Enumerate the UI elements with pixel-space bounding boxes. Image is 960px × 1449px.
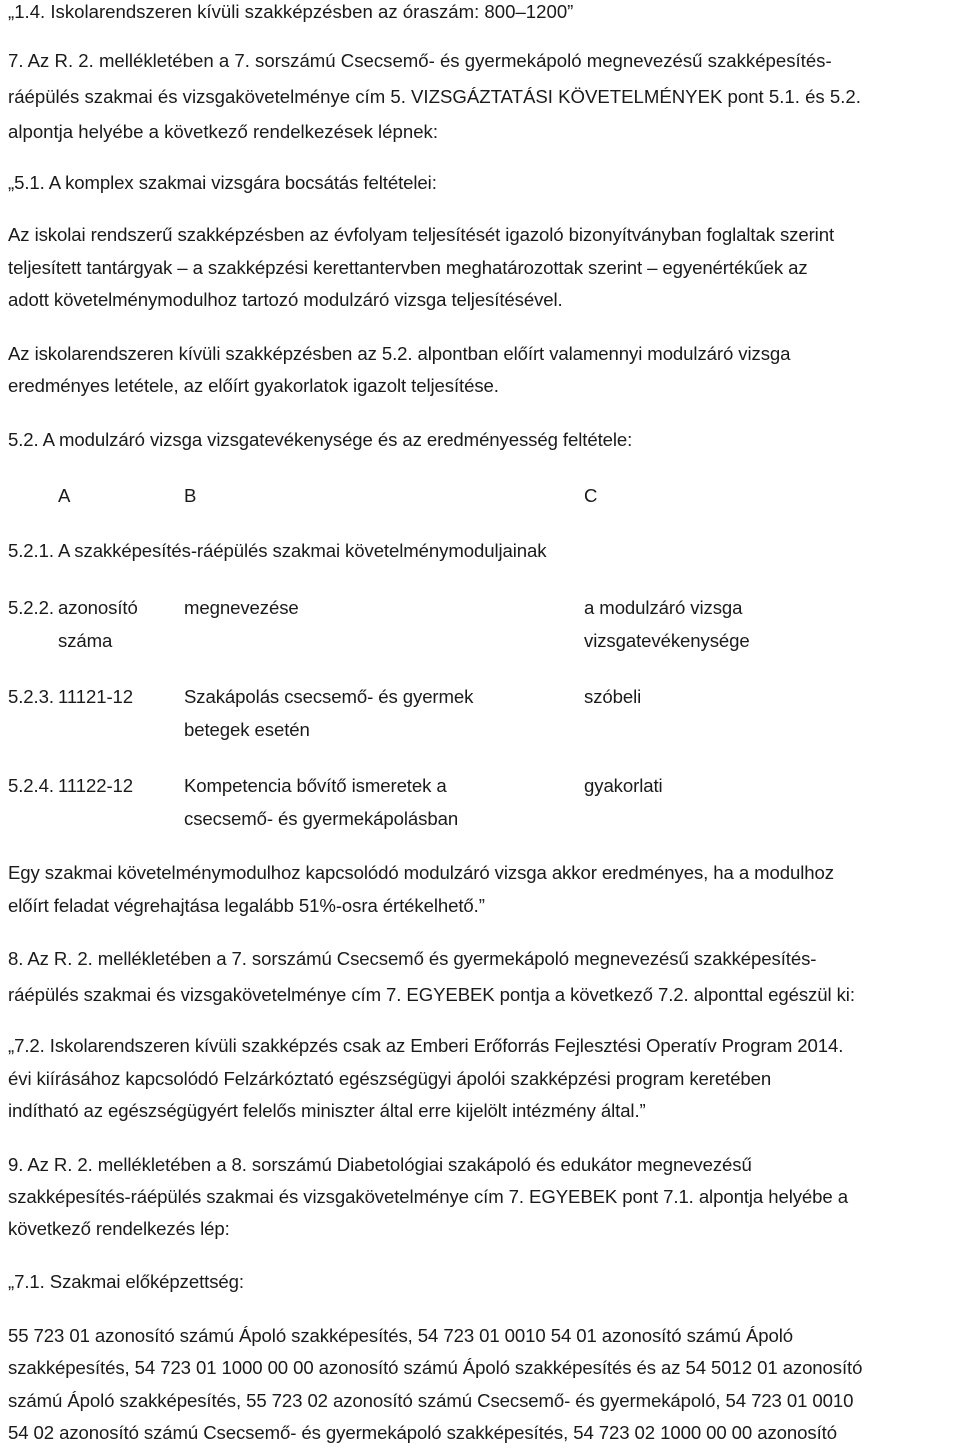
prerequisites-line-2: szakképesítés, 54 723 01 1000 00 00 azonosító számú Ápoló szakképesítés és az 54 5012 01 azonosító bbox=[8, 1357, 863, 1378]
amendment-9-line-3: következő rendelkezés lép: bbox=[8, 1218, 230, 1239]
prerequisites-line-3: számú Ápoló szakképesítés, 55 723 02 azonosító számú Csecsemő- és gyermekápoló, 54 723 01 0010 bbox=[8, 1390, 854, 1411]
table-row-5-2-2-a-line-1: azonosító bbox=[58, 597, 138, 618]
table-row-5-2-4-number: 5.2.4. bbox=[8, 775, 54, 796]
table-row-5-2-4-c: gyakorlati bbox=[584, 775, 663, 796]
non-school-line-1: Az iskolarendszeren kívüli szakképzésben az 5.2. alpontban előírt valamennyi modulzáró vizsga bbox=[8, 343, 791, 364]
prerequisites-line-4: 54 02 azonosító számú Csecsemő- és gyermekápoló szakképesítés, 54 723 02 1000 00 00 azonosító bbox=[8, 1422, 837, 1443]
table-row-5-2-2-number: 5.2.2. bbox=[8, 597, 54, 618]
amendment-8-line-2: ráépülés szakmai és vizsgakövetelménye cím 7. EGYEBEK pontja a következő 7.2. alponttal egészül ki: bbox=[8, 984, 855, 1005]
table-row-5-2-3-c: szóbeli bbox=[584, 686, 642, 707]
school-system-line-1: Az iskolai rendszerű szakképzésben az évfolyam teljesítését igazoló bizonyítványban foglaltak szerint bbox=[8, 224, 835, 245]
amendment-9-line-1: 9. Az R. 2. mellékletében a 8. sorszámú Diabetológiai szakápoló és edukátor megnevezésű bbox=[8, 1154, 752, 1175]
section-7-2-line-2: évi kiírásához kapcsolódó Felzárkóztató egészségügyi ápolói szakképzési program keretében bbox=[8, 1068, 772, 1089]
section-5-2-heading: 5.2. A modulzáró vizsga vizsgatevékenysége és az eredményesség feltétele: bbox=[8, 429, 633, 450]
amendment-9-line-2: szakképesítés-ráépülés szakmai és vizsgakövetelménye cím 7. EGYEBEK pont 7.1. alpontja helyébe a bbox=[8, 1186, 848, 1207]
amendment-8-line-1: 8. Az R. 2. mellékletében a 7. sorszámú Csecsemő és gyermekápoló megnevezésű szakképesítés- bbox=[8, 948, 817, 969]
table-row-5-2-3-a: 11121-12 bbox=[58, 686, 134, 707]
table-row-5-2-2-c-line-1: a modulzáró vizsga bbox=[584, 597, 743, 618]
table-row-5-2-3-number: 5.2.3. bbox=[8, 686, 54, 707]
table-row-5-2-2-b: megnevezése bbox=[184, 597, 299, 618]
section-5-1-heading: „5.1. A komplex szakmai vizsgára bocsátás feltételei: bbox=[8, 172, 437, 193]
table-column-b-header: B bbox=[184, 485, 197, 506]
table-row-5-2-2-a-line-2: száma bbox=[58, 630, 113, 651]
table-column-a-header: A bbox=[58, 485, 71, 506]
table-row-5-2-4-a: 11122-12 bbox=[58, 775, 134, 796]
school-system-line-3: adott követelménymodulhoz tartozó modulzáró vizsga teljesítésével. bbox=[8, 289, 563, 310]
table-row-5-2-3-b-line-2: betegek esetén bbox=[184, 719, 310, 740]
amendment-7-line-1: 7. Az R. 2. mellékletében a 7. sorszámú Csecsemő- és gyermekápoló megnevezésű szakképesítés- bbox=[8, 50, 832, 71]
school-system-line-2: teljesített tantárgyak – a szakképzési kerettantervben meghatározottak szerint – egyenértékűek az bbox=[8, 257, 808, 278]
non-school-line-2: eredményes letétele, az előírt gyakorlatok igazolt teljesítése. bbox=[8, 375, 499, 396]
section-1-4-heading: „1.4. Iskolarendszeren kívüli szakképzésben az óraszám: 800–1200” bbox=[8, 1, 574, 22]
table-row-5-2-4-b-line-2: csecsemő- és gyermekápolásban bbox=[184, 808, 459, 829]
table-row-5-2-3-b-line-1: Szakápolás csecsemő- és gyermek bbox=[184, 686, 474, 707]
module-result-line-1: Egy szakmai követelménymodulhoz kapcsolódó modulzáró vizsga akkor eredményes, ha a modulhoz bbox=[8, 862, 834, 883]
section-7-2-line-1: „7.2. Iskolarendszeren kívüli szakképzés csak az Emberi Erőforrás Fejlesztési Operatív Program 2014. bbox=[8, 1035, 844, 1056]
module-result-line-2: előírt feladat végrehajtása legalább 51%-osra értékelhető.” bbox=[8, 895, 485, 916]
table-column-c-header: C bbox=[584, 485, 598, 506]
table-row-5-2-1: 5.2.1. A szakképesítés-ráépülés szakmai követelménymoduljainak bbox=[8, 540, 547, 561]
section-7-2-line-3: indítható az egészségügyért felelős miniszter által erre kijelölt intézmény által.” bbox=[8, 1100, 646, 1121]
amendment-7-line-3: alpontja helyébe a következő rendelkezések lépnek: bbox=[8, 121, 439, 142]
prerequisites-line-1: 55 723 01 azonosító számú Ápoló szakképesítés, 54 723 01 0010 54 01 azonosító számú Ápoló bbox=[8, 1325, 793, 1346]
table-row-5-2-2-c-line-2: vizsgatevékenysége bbox=[584, 630, 750, 651]
table-row-5-2-4-b-line-1: Kompetencia bővítő ismeretek a bbox=[184, 775, 447, 796]
amendment-7-line-2: ráépülés szakmai és vizsgakövetelménye cím 5. VIZSGÁZTATÁSI KÖVETELMÉNYEK pont 5.1. és 5.2. bbox=[8, 86, 861, 107]
section-7-1-heading: „7.1. Szakmai előképzettség: bbox=[8, 1271, 244, 1292]
